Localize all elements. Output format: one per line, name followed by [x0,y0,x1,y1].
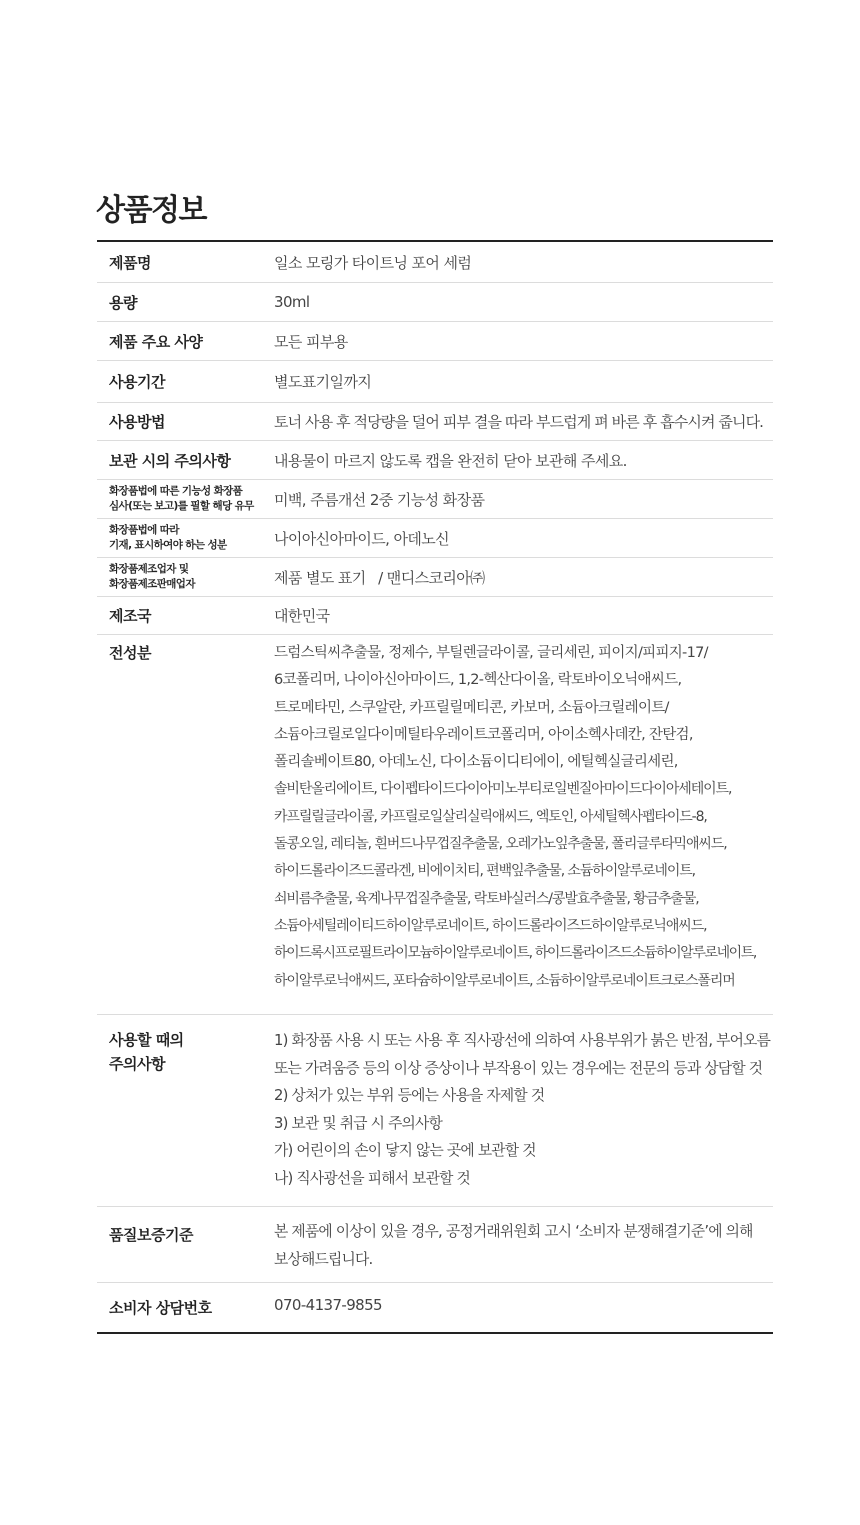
row-value [274,635,773,1014]
row-label: 제품명 [109,253,151,272]
row-volume [97,282,773,321]
row-label-line: 심사(또는 보고)를 필할 해당 유무 [109,500,254,512]
row-label-line: 사용할 때의 [109,1031,184,1049]
row-value: 일소 모링가 타이트닝 포어 세럼 [274,253,472,272]
row-usage [97,402,773,440]
row-period [97,360,773,402]
row-label: 품질보증기준 [109,1226,193,1244]
ingredient-line: 카프릴릴글라이콜, 카프릴로일살리실릭애씨드, 엑토인, 아세틸헥사펩타이드-8, [274,808,707,825]
precaution-line: 3) 보관 및 취급 시 주의사항 [274,1114,443,1132]
row-label: 용량 [109,293,137,312]
row-required-ingredients [97,518,773,557]
precaution-line: 가) 어린이의 손이 닿지 않는 곳에 보관할 것 [274,1142,536,1159]
row-label [97,1015,274,1206]
row-value: 나이아신아마이드, 아데노신 [274,529,450,548]
row-all-ingredients [97,634,773,1014]
row-value: 별도표기일까지 [274,373,372,391]
row-value: 내용물이 마르지 않도록 캡을 완전히 닫아 보관해 주세요. [274,451,627,470]
row-storage [97,440,773,479]
row-value [274,1207,773,1282]
ingredient-line: 폴리솔베이트80, 아데노신, 다이소듐이디티에이, 에틸헥실글리세린, [274,754,678,771]
product-info-table [97,240,773,1334]
ingredient-line: 트로메타민, 스쿠알란, 카프릴릴메티콘, 카보머, 소듐아크릴레이트/ [274,699,669,716]
row-label-line: 화장품법에 따라 [109,524,179,536]
quality-line: 본 제품에 이상이 있을 경우, 공정거래위원회 고시 ‘소비자 분쟁해결기준’에 의해 [274,1223,753,1240]
precaution-line: 1) 화장품 사용 시 또는 사용 후 직사광선에 의하여 사용부위가 붉은 반점, 부어오름 [274,1032,771,1049]
row-label: 제품 주요 사양 [109,332,203,351]
row-label: 소비자 상담번호 [109,1299,212,1317]
row-precautions [97,1014,773,1206]
quality-line: 보상해드립니다. [274,1250,373,1268]
ingredient-line: 솔비탄올리에이트, 다이펩타이드다이아미노부티로일벤질아마이드다이아세테이트, [274,781,732,798]
row-label: 제조국 [109,607,151,625]
row-label: 사용방법 [109,413,165,431]
row-quality-standard [97,1206,773,1282]
ingredient-line: 돌콩오일, 레티놀, 흰버드나무껍질추출물, 오레가노잎추출물, 폴리글루타믹애씨드, [274,836,727,853]
row-product-name [97,242,773,282]
ingredient-line: 하이알루로닉애씨드, 포타슘하이알루로네이트, 소듐하이알루로네이트크로스폴리머 [274,972,735,989]
precaution-line: 또는 가려움증 등의 이상 증상이나 부작용이 있는 경우에는 전문의 등과 상담할 것 [274,1059,763,1077]
row-main-spec [97,321,773,360]
row-country [97,596,773,634]
row-label-line: 화장품제조업자 및 [109,563,189,575]
row-label-line: 주의사항 [109,1055,165,1073]
precaution-line: 2) 상처가 있는 부위 등에는 사용을 자제할 것 [274,1087,545,1104]
row-value: 070-4137-9855 [274,1295,383,1314]
row-manufacturer [97,557,773,596]
row-label [97,480,274,518]
row-label-line: 기재, 표시하여야 하는 성분 [109,539,227,551]
product-info-section [97,190,773,1334]
page-title: 상품정보 [96,193,206,228]
ingredient-line: 하이드롤라이즈드콜라겐, 비에이치티, 편백잎추출물, 소듐하이알루로네이트, [274,863,696,880]
ingredient-line: 6코폴리머, 나이아신아마이드, 1,2-헥산다이올, 락토바이오닉애씨드, [274,672,682,689]
row-value [274,1015,773,1206]
row-consumer-phone [97,1282,773,1332]
row-label-line: 화장품제조판매업자 [109,578,195,590]
row-value: 30ml [274,293,310,311]
row-label [97,558,274,596]
precaution-line: 나) 직사광선을 피해서 보관할 것 [274,1169,471,1187]
ingredient-line: 쇠비름추출물, 육계나무껍질추출물, 락토바실러스/콩발효추출물, 황금추출물, [274,890,699,907]
ingredient-line: 드럼스틱씨추출물, 정제수, 부틸렌글라이콜, 글리세린, 피이지/피피지-17/ [274,645,708,661]
row-label: 보관 시의 주의사항 [109,451,231,470]
row-value: 미백, 주름개선 2중 기능성 화장품 [274,490,485,509]
row-label: 전성분 [109,644,151,662]
row-value: 토너 사용 후 적당량을 덜어 피부 결을 따라 부드럽게 펴 바른 후 흡수시켜 줍니다. [274,413,764,431]
row-label [97,519,274,557]
row-functional-cosmetic [97,479,773,518]
ingredient-line: 하이드록시프로필트라이모늄하이알루로네이트, 하이드롤라이즈드소듐하이알루로네이트, [274,945,756,962]
ingredient-line: 소듐아크릴로일다이메틸타우레이트코폴리머, 아이소헥사데칸, 잔탄검, [274,726,693,743]
row-label-line: 화장품법에 따른 기능성 화장품 [109,485,243,497]
ingredient-line: 소듐아세틸레이티드하이알루로네이트, 하이드롤라이즈드하이알루로닉애씨드, [274,917,707,934]
row-label: 사용기간 [109,373,165,391]
row-value: 대한민국 [274,607,330,625]
row-value: 모든 피부용 [274,332,348,351]
row-value: 제품 별도 표기 / 맨디스코리아㈜ [274,568,485,587]
